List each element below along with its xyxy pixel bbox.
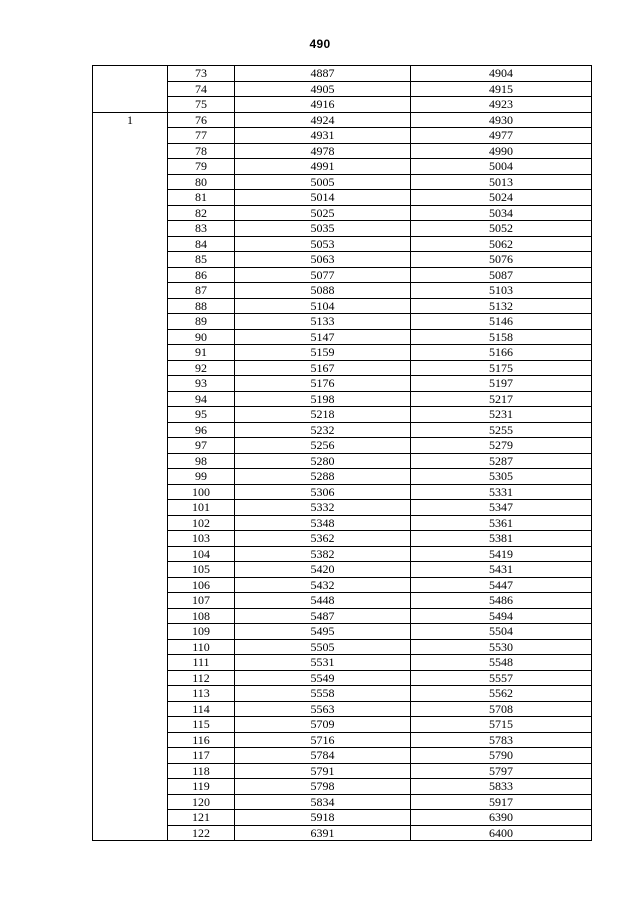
range-start-cell: 5918 [235,810,411,826]
row-number-cell: 85 [168,252,235,268]
range-end-cell: 5004 [411,159,592,175]
row-number-cell: 84 [168,236,235,252]
range-end-cell: 5431 [411,562,592,578]
range-start-cell: 5014 [235,190,411,206]
range-end-cell: 5052 [411,221,592,237]
range-end-cell: 5797 [411,763,592,779]
table-row [93,174,592,190]
range-start-cell: 5053 [235,236,411,252]
range-end-cell: 5715 [411,717,592,733]
row-number-cell: 98 [168,453,235,469]
range-end-cell: 5255 [411,422,592,438]
table-row [93,593,592,609]
table-row [93,810,592,826]
row-number-cell: 112 [168,670,235,686]
table-row [93,128,592,144]
row-number-cell: 109 [168,624,235,640]
table-row [93,236,592,252]
row-number-cell: 110 [168,639,235,655]
table-row [93,81,592,97]
range-start-cell: 4887 [235,66,411,82]
range-start-cell: 5505 [235,639,411,655]
range-start-cell: 5167 [235,360,411,376]
table-row [93,577,592,593]
row-number-cell: 101 [168,500,235,516]
table-row [93,360,592,376]
row-number-cell: 87 [168,283,235,299]
table-row [93,283,592,299]
range-start-cell: 5382 [235,546,411,562]
range-end-cell: 4930 [411,112,592,128]
range-end-cell: 4990 [411,143,592,159]
range-start-cell: 5280 [235,453,411,469]
table-row [93,66,592,82]
row-number-cell: 78 [168,143,235,159]
range-end-cell: 5562 [411,686,592,702]
range-start-cell: 5448 [235,593,411,609]
range-end-cell: 5361 [411,515,592,531]
row-number-cell: 80 [168,174,235,190]
row-number-cell: 82 [168,205,235,221]
range-end-cell: 5917 [411,794,592,810]
row-number-cell: 90 [168,329,235,345]
table-row [93,159,592,175]
range-start-cell: 5709 [235,717,411,733]
range-start-cell: 5005 [235,174,411,190]
row-number-cell: 73 [168,66,235,82]
row-number-cell: 102 [168,515,235,531]
table-row [93,469,592,485]
range-end-cell: 5548 [411,655,592,671]
table-row [93,825,592,841]
row-number-cell: 91 [168,345,235,361]
range-end-cell: 5231 [411,407,592,423]
range-start-cell: 5088 [235,283,411,299]
range-start-cell: 5147 [235,329,411,345]
range-start-cell: 5362 [235,531,411,547]
range-end-cell: 5158 [411,329,592,345]
row-number-cell: 75 [168,97,235,113]
range-start-cell: 5549 [235,670,411,686]
range-end-cell: 5783 [411,732,592,748]
table-row [93,298,592,314]
table-row [93,345,592,361]
range-end-cell: 5331 [411,484,592,500]
table-row [93,205,592,221]
table-row [93,314,592,330]
table-row [93,562,592,578]
row-number-cell: 115 [168,717,235,733]
range-start-cell: 5306 [235,484,411,500]
row-number-cell: 79 [168,159,235,175]
table-row [93,500,592,516]
range-end-cell: 5447 [411,577,592,593]
table-row [93,531,592,547]
table-row [93,252,592,268]
row-number-cell: 121 [168,810,235,826]
table-row [93,655,592,671]
range-start-cell: 5716 [235,732,411,748]
row-number-cell: 77 [168,128,235,144]
group-label-cell [93,66,168,113]
range-end-cell: 5103 [411,283,592,299]
table-row [93,686,592,702]
table-row [93,484,592,500]
range-start-cell: 4991 [235,159,411,175]
table-row [93,267,592,283]
range-start-cell: 4978 [235,143,411,159]
row-number-cell: 97 [168,438,235,454]
range-start-cell: 5834 [235,794,411,810]
table-row [93,190,592,206]
table-row [93,732,592,748]
row-number-cell: 94 [168,391,235,407]
row-number-cell: 118 [168,763,235,779]
table-row [93,701,592,717]
row-number-cell: 122 [168,825,235,841]
row-number-cell: 106 [168,577,235,593]
range-end-cell: 5076 [411,252,592,268]
table-row [93,639,592,655]
page-number: 490 [309,37,331,51]
table-row [93,546,592,562]
row-number-cell: 111 [168,655,235,671]
range-start-cell: 5176 [235,376,411,392]
range-start-cell: 4931 [235,128,411,144]
range-start-cell: 5159 [235,345,411,361]
table-row [93,717,592,733]
data-table [92,65,592,841]
range-start-cell: 5035 [235,221,411,237]
range-start-cell: 5432 [235,577,411,593]
range-end-cell: 5419 [411,546,592,562]
table-row [93,143,592,159]
group-label-cell: 1 [93,112,168,841]
row-number-cell: 81 [168,190,235,206]
row-number-cell: 119 [168,779,235,795]
range-end-cell: 5166 [411,345,592,361]
range-start-cell: 5198 [235,391,411,407]
range-start-cell: 5025 [235,205,411,221]
range-end-cell: 5217 [411,391,592,407]
range-end-cell: 5132 [411,298,592,314]
range-end-cell: 4904 [411,66,592,82]
row-number-cell: 95 [168,407,235,423]
range-end-cell: 6390 [411,810,592,826]
range-end-cell: 5833 [411,779,592,795]
table-row [93,422,592,438]
range-end-cell: 5347 [411,500,592,516]
table-row [93,329,592,345]
range-end-cell: 5557 [411,670,592,686]
range-start-cell: 5218 [235,407,411,423]
range-end-cell: 5087 [411,267,592,283]
range-end-cell: 5146 [411,314,592,330]
range-end-cell: 5279 [411,438,592,454]
row-number-cell: 116 [168,732,235,748]
row-number-cell: 105 [168,562,235,578]
range-start-cell: 5558 [235,686,411,702]
range-end-cell: 5024 [411,190,592,206]
range-end-cell: 4977 [411,128,592,144]
range-start-cell: 5288 [235,469,411,485]
range-end-cell: 5504 [411,624,592,640]
row-number-cell: 76 [168,112,235,128]
row-number-cell: 108 [168,608,235,624]
table-row [93,376,592,392]
range-end-cell: 5197 [411,376,592,392]
row-number-cell: 83 [168,221,235,237]
range-start-cell: 5104 [235,298,411,314]
range-end-cell: 4915 [411,81,592,97]
range-end-cell: 5175 [411,360,592,376]
table-row [93,794,592,810]
range-start-cell: 5063 [235,252,411,268]
row-number-cell: 88 [168,298,235,314]
range-end-cell: 5530 [411,639,592,655]
range-start-cell: 4916 [235,97,411,113]
range-start-cell: 4924 [235,112,411,128]
range-end-cell: 5287 [411,453,592,469]
range-end-cell: 5062 [411,236,592,252]
range-start-cell: 4905 [235,81,411,97]
row-number-cell: 104 [168,546,235,562]
table-row [93,453,592,469]
table-row [93,221,592,237]
range-end-cell: 6400 [411,825,592,841]
table-row [93,763,592,779]
range-end-cell: 4923 [411,97,592,113]
range-start-cell: 5232 [235,422,411,438]
range-start-cell: 5487 [235,608,411,624]
table-row [93,391,592,407]
table-row [93,779,592,795]
range-start-cell: 6391 [235,825,411,841]
range-end-cell: 5486 [411,593,592,609]
range-start-cell: 5798 [235,779,411,795]
table-row [93,624,592,640]
row-number-cell: 92 [168,360,235,376]
range-start-cell: 5332 [235,500,411,516]
row-number-cell: 96 [168,422,235,438]
row-number-cell: 89 [168,314,235,330]
range-end-cell: 5708 [411,701,592,717]
range-end-cell: 5790 [411,748,592,764]
range-start-cell: 5133 [235,314,411,330]
range-end-cell: 5305 [411,469,592,485]
range-end-cell: 5494 [411,608,592,624]
row-number-cell: 107 [168,593,235,609]
table-row [93,608,592,624]
row-number-cell: 114 [168,701,235,717]
row-number-cell: 86 [168,267,235,283]
range-start-cell: 5256 [235,438,411,454]
range-start-cell: 5784 [235,748,411,764]
row-number-cell: 74 [168,81,235,97]
table-row [93,112,592,128]
range-start-cell: 5563 [235,701,411,717]
table-row [93,515,592,531]
row-number-cell: 103 [168,531,235,547]
range-end-cell: 5013 [411,174,592,190]
range-start-cell: 5531 [235,655,411,671]
range-end-cell: 5034 [411,205,592,221]
table-row [93,438,592,454]
table-row [93,97,592,113]
table-body [93,66,592,841]
range-start-cell: 5791 [235,763,411,779]
row-number-cell: 99 [168,469,235,485]
table-row [93,407,592,423]
row-number-cell: 120 [168,794,235,810]
table-row [93,670,592,686]
row-number-cell: 113 [168,686,235,702]
row-number-cell: 93 [168,376,235,392]
range-start-cell: 5420 [235,562,411,578]
row-number-cell: 100 [168,484,235,500]
range-start-cell: 5348 [235,515,411,531]
row-number-cell: 117 [168,748,235,764]
range-start-cell: 5077 [235,267,411,283]
range-start-cell: 5495 [235,624,411,640]
table-row [93,748,592,764]
range-end-cell: 5381 [411,531,592,547]
